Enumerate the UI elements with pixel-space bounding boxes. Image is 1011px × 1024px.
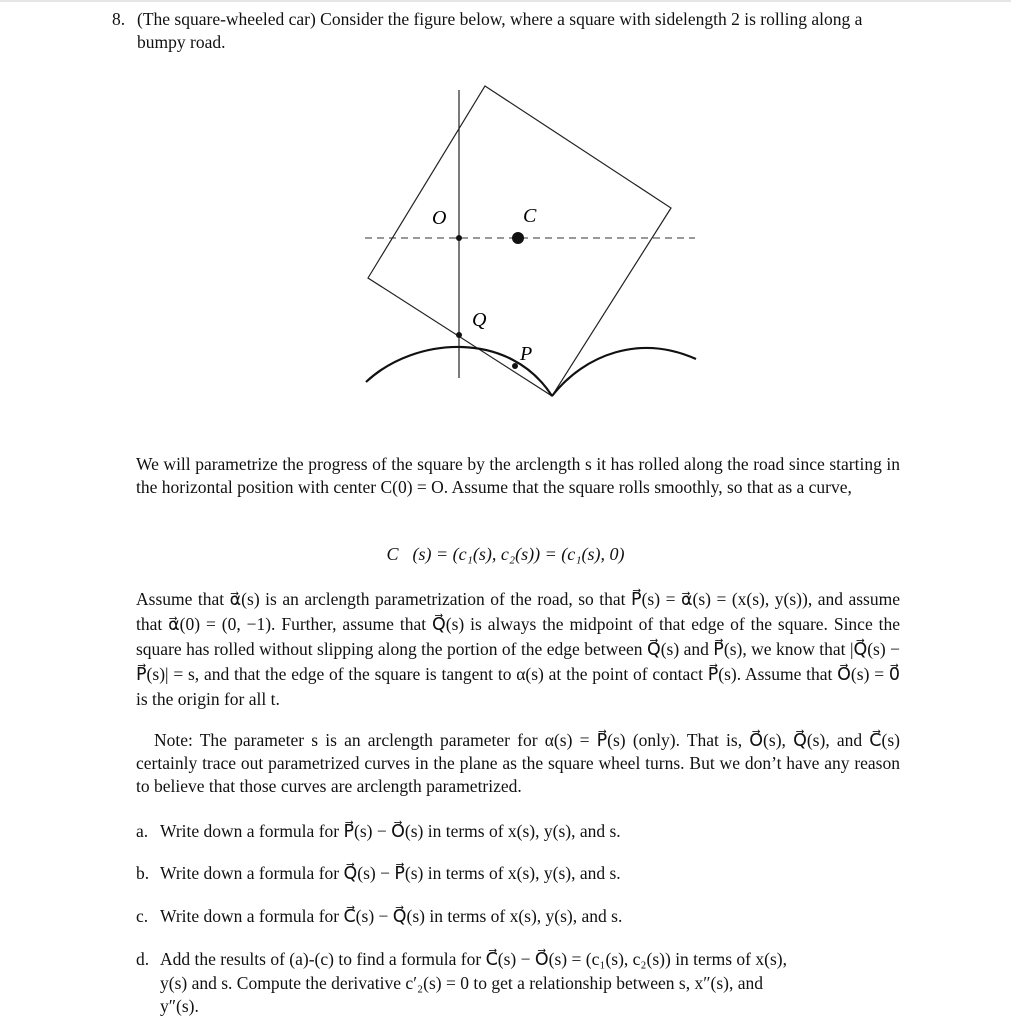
part-a-label: a.: [136, 821, 149, 841]
part-a: [136, 820, 900, 843]
part-b-label: b.: [136, 863, 150, 883]
problem-number: 8.: [112, 9, 126, 29]
top-border: [0, 0, 1011, 2]
part-d: [136, 948, 900, 971]
label-p: P: [520, 343, 533, 365]
part-c-label: c.: [136, 906, 149, 926]
rolling-square-figure: [360, 84, 700, 404]
part-b: [136, 862, 900, 885]
part-d-text: Add the results of (a)-(c) to find a formula for C⃗(s) − O⃗(s) = (c₁(s), c₂(s)) in terms of x(s),: [160, 949, 787, 969]
paragraph-assumptions: Assume that α⃗(s) is an arclength parametrization of the road, so that P⃗(s) = α⃗(s) = (x(s), y(s)), and assume that α⃗(0) = (0, −1). Further, assume that Q⃗(s) is always the midpoint of that edge of the square. Since the square has rolled without slipping along the portion of the edge between Q⃗(s) and P⃗(s), we know that |Q⃗(s) − P⃗(s)| = s, and that the edge of the square is tangent to α(s) at the point of contact P⃗(s). Assume that O⃗(s) = 0⃗ is the origin for all t.: [136, 589, 900, 709]
equation-center-curve: C⃗(s) = (c₁(s), c₂(s)) = (c₁(s), 0): [386, 544, 625, 564]
label-q: Q: [472, 309, 487, 331]
part-b-text: Write down a formula for Q⃗(s) − P⃗(s) in terms of x(s), y(s), and s.: [160, 863, 621, 883]
point-c: [512, 232, 524, 244]
part-c-text: Write down a formula for C⃗(s) − Q⃗(s) in terms of x(s), y(s), and s.: [160, 906, 623, 926]
part-c: [136, 905, 900, 928]
part-a-text: Write down a formula for P⃗(s) − O⃗(s) in terms of x(s), y(s), and s.: [160, 821, 621, 841]
point-o: [456, 235, 462, 241]
label-o: O: [432, 207, 447, 229]
part-d-line3: y″(s).: [160, 996, 199, 1016]
paragraph-parametrize: We will parametrize the progress of the square by the arclength s it has rolled along the road since starting in the horizontal position with center C(0) = O. Assume that the square rolls smoothly, so that as a curve,: [136, 454, 900, 497]
part-d-label: d.: [136, 949, 150, 969]
road-bump-right: [552, 348, 696, 396]
point-q: [456, 332, 462, 338]
problem-intro: (The square-wheeled car) Consider the figure below, where a square with sidelength 2 is rolling along a bumpy road.: [137, 9, 863, 52]
paragraph-note: Note: The parameter s is an arclength parameter for α(s) = P⃗(s) (only). That is, O⃗(s), Q⃗(s), and C⃗(s) certainly trace out parametrized curves in the plane as the square wheel turns. But we don’t have any reason to believe that those curves are arclength parametrized.: [136, 730, 900, 796]
part-d-line2: y(s) and s. Compute the derivative c′₂(s) = 0 to get a relationship between s, x″(s), and: [160, 973, 763, 993]
label-c: C: [523, 205, 537, 227]
point-p: [512, 363, 518, 369]
